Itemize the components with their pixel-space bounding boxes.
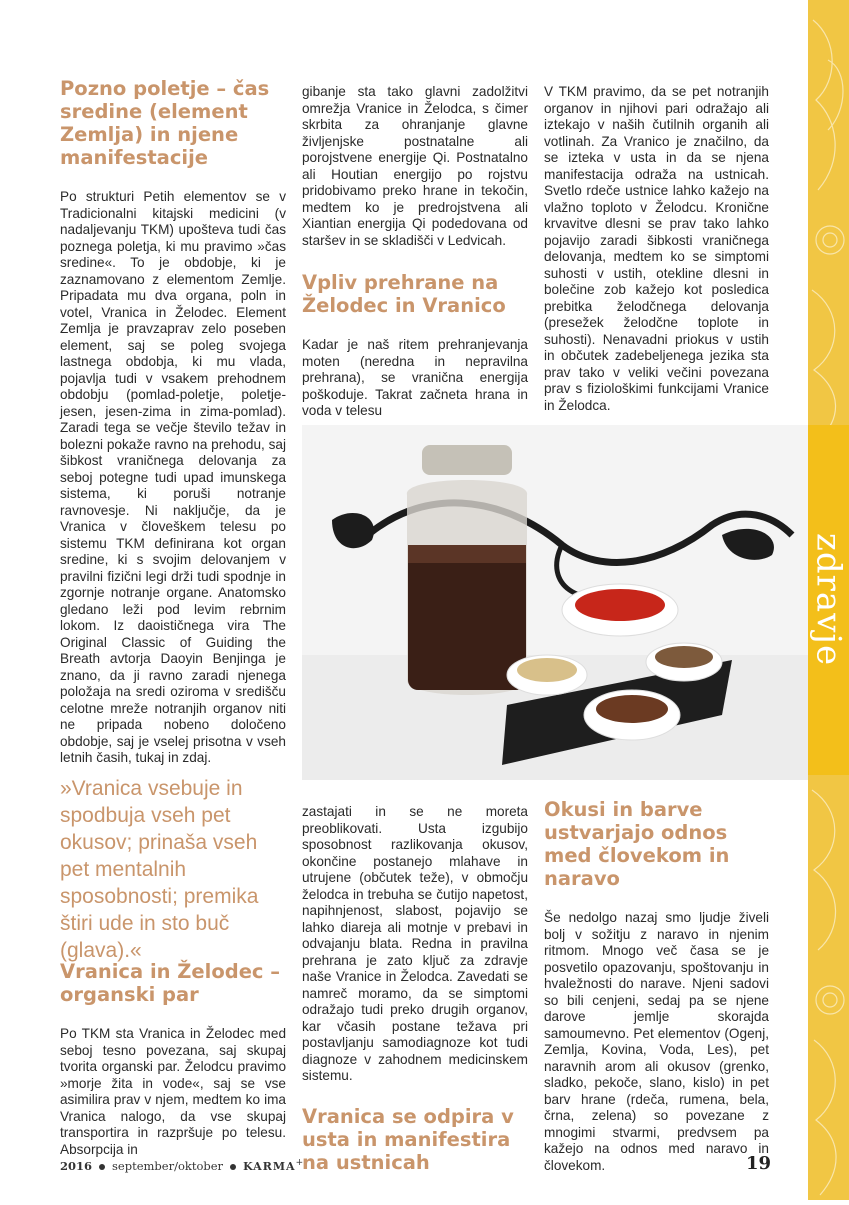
footer-brand: KARMA: [243, 1159, 296, 1173]
paragraph-nutrition: Kadar je naš ritem prehranjevanja moten (neredna in nepravilna prehrana), se vranična energija poškoduje. Takrat začneta hrana in voda v telesu: [302, 337, 528, 418]
column-1-bottom: [60, 960, 286, 1158]
photo-herbs-jar: [302, 425, 808, 780]
dot-icon: [230, 1164, 236, 1170]
dot-icon: [99, 1164, 105, 1170]
paragraph-tastes-colors: Še nedolgo nazaj smo ljudje živeli bolj v sožitju z naravo in njenim ritmom. Mnogo več časa se je posvetilo opazovanju, spoštovanju in hvaležnosti do narave. Njeni sadovi so bili cenjeni, sedaj pa se njene darove jemlje skorajda samoumevno. Pet elementov (Ogenj, Zemlja, Kovina, Voda, Les), pet naravnih arom ali okusov (grenko, sladko, pekoče, slano, kislo) in pet barv hrane (rdeča, rumena, bela, črna, zelena) so povezane z mnogimi stvarmi, predvsem pa kažejo na odnos med naravo in človekom.: [544, 910, 769, 1173]
footer-issue: september/oktober: [112, 1158, 224, 1173]
footer-brand-plus: +: [295, 1158, 304, 1168]
page-number: 19: [746, 1153, 772, 1174]
column-3-bottom: [544, 798, 772, 1174]
pull-quote: »Vranica vsebuje in spodbuja vseh pet okusov; prinaša vseh pet mentalnih sposobnosti; premika štiri ude in sto buč (glava).«: [60, 777, 259, 962]
column-1: [60, 77, 286, 767]
column-2-bottom: [302, 804, 528, 1194]
heading-tastes-colors: Okusi in barve ustvarjajo odnos med človekom in naravo: [544, 798, 730, 890]
paragraph-lips: V TKM pravimo, da se pet notranjih organov in njihovi pari odražajo ali iztekajo v naših čutilnih organih ali votlinah. Za Vranico je značilno, da se izteka v usta in da se njena manifestacija odraža na ustnicah. Svetlo rdeče ustnice lahko kažejo na vlažno toploto v Želodcu. Kronične krvavitve dlesni se prav tako lahko pojavijo zaradi šibkosti vraničnega delovanja, medtem ko se simptomi suhosti v ustih, otekline dlesni in bolečine zob kažejo kot posledica prebitka želodčnega delovanja (presežek želodčne toplote in suhosti). Nenavadni priokus v ustih in občutek zadebeljenega jezika sta prav tako v veliki večini povezana prav s fiziološkimi funkcijami Vranice in Želodca.: [544, 84, 769, 413]
paragraph-late-summer: Po strukturi Petih elementov se v Tradicionalni kitajski medicini (v nadaljevanju TKM) upošteva tudi čas poznega poletja, ki mu pravimo »čas sredine«. To je obdobje, ki je zaznamovano z elementom Zemlje. Pripadata mu dva organa, poln in votel, Vranica in Želodec. Element Zemlja je pravzaprav zelo poseben element, saj se poleg svojega lastnega obdobja, ki mu vlada, pojavlja tudi v vsakem prehodnem obdobju (pomlad-poletje, poletje-jesen, jesen-zima in zima-pomlad). Zaradi tega se večje število težav in bolezni pokaže ravno na prehodu, saj šibkost vraničnega delovanja za seboj potegne tudi upad imunskega sistema, ki poruši notranje ravnovesje. Ni naključje, da je Vranica v človeškem telesu po sistemu TKM definirana kot organ sredine, ki s svojim delovanjem v pravilni fizični legi drži tudi spodnje in zgornje notranje organe. Anatomsko gledano leži pod levim rebrnim lokom. Iz daoističnega vira The Original Classic of Guiding the Breath avtorja Daoyin Benjinga je znano, da ji ravno zaradi njenega položaja na sredi oziroma v središču celotne mreže notranjih organov niti ne pripada nobeno določeno obdobje, saj je vselej prisotna v vseh letnih časih, tukaj in zdaj.: [60, 189, 286, 765]
section-label: [808, 425, 849, 775]
heading-mouth-lips: Vranica se odpira v usta in manifestira na ustnicah: [302, 1104, 514, 1174]
footer: [60, 1158, 303, 1173]
column-2: [302, 84, 528, 420]
paragraph-absorption: gibanje sta tako glavni zadolžitvi omrežja Vranice in Želodca, s čimer skrbita za ohranjanje glavne življenjske postnatalne ali porojstvene energije Qi. Postnatalno ali Houtian energijo po rojstvu pridobivamo preko hrane in tekočin, medtem ko je predrojstvena ali Xiantian energija Qi podedovana od staršev in se skladišči v Ledvicah.: [302, 84, 528, 248]
paragraph-digestion: zastajati in se ne moreta preoblikovati. Usta izgubijo sposobnost razlikovanja okusov, okončine postanejo mlahave in utrujene (občutek teže), v območju želodca in trebuha se čutijo napetost, napihnjenost, slabost, pojavijo se lahko diareja ali motnje v prebavi in odvajanju blata. Redna in pravilna prehrana je zato ključ za zdravje naše Vranice in Želodca. Zavedati se namreč moramo, da se simptomi odražajo tudi preko drugih organov, kar včasih postane težava pri postavljanju samodiagnoze kot tudi diagnoze v zahodnem medicinskem sistemu.: [302, 804, 528, 1083]
heading-nutrition: Vpliv prehrane na Želodec in Vranico: [302, 271, 506, 317]
column-3: [544, 84, 769, 414]
section-label-text: zdravje: [808, 533, 849, 667]
footer-year: 2016: [60, 1158, 93, 1173]
heading-late-summer: Pozno poletje – čas sredine (element Zemlja) in njene manifestacije: [60, 77, 270, 169]
paragraph-organ-pair: Po TKM sta Vranica in Želodec med seboj tesno povezana, saj skupaj tvorita organski par. Želodcu pravimo »morje žita in vode«, saj se vse asimilira prav v njem, medtem ko ima Vranica nalogo, da vse skupaj transportira in razpršuje po telesu. Absorpcija in: [60, 1026, 286, 1157]
heading-organ-pair: Vranica in Želodec – organski par: [60, 960, 281, 1006]
